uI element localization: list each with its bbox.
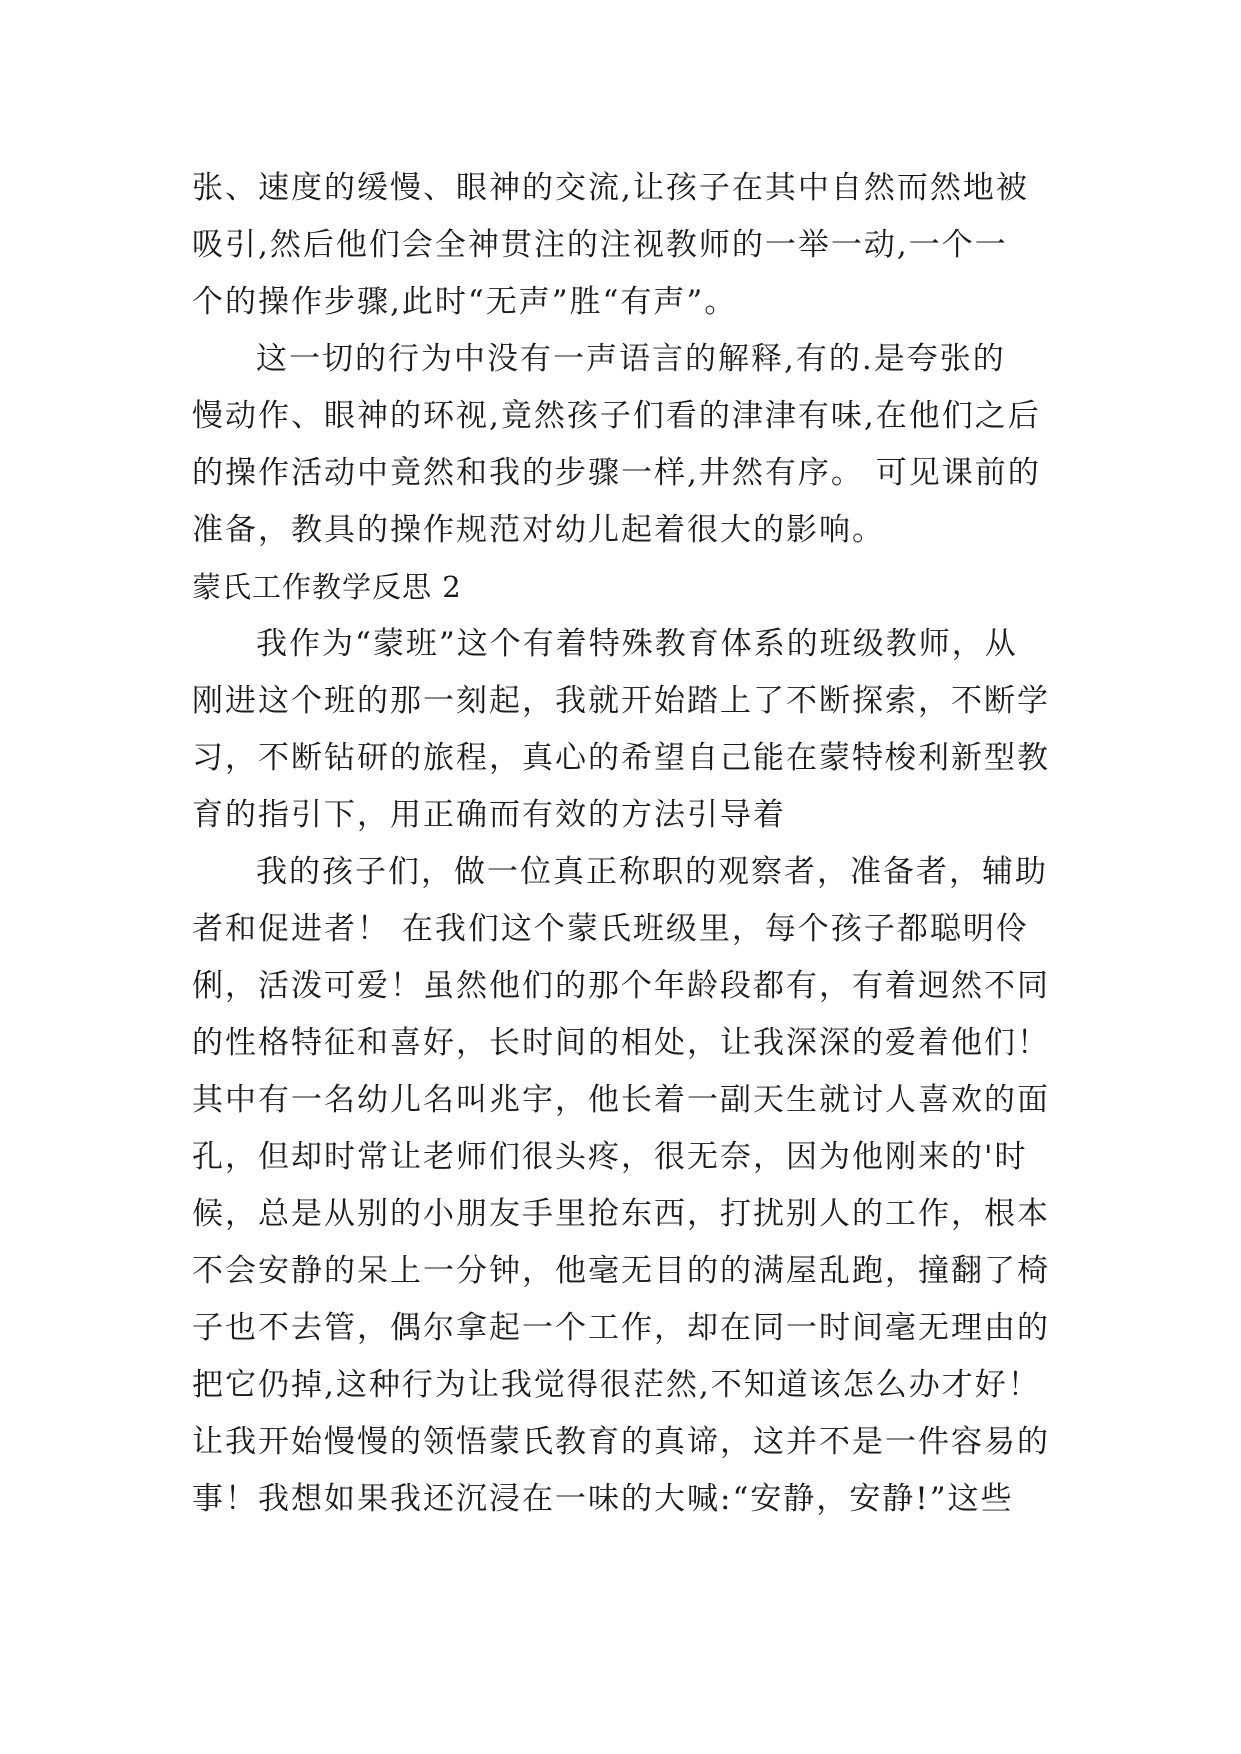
text-line: 俐，活泼可爱！虽然他们的那个年龄段都有，有着迥然不同 [192, 968, 1050, 1004]
text-line: 把它仍掉,这种行为让我觉得很茫然,不知道该怎么办才好！ [192, 1367, 1041, 1403]
document-body [192, 160, 1072, 1528]
text-line: 让我开始慢慢的领悟蒙氏教育的真谛，这并不是一件容易的 [192, 1424, 1050, 1460]
text-line: 准备，教具的操作规范对幼儿起着很大的影响。 [192, 512, 885, 548]
text-line: 不会安静的呆上一分钟，他毫无目的的满屋乱跑，撞翻了椅 [192, 1253, 1050, 1289]
text-line: 吸引,然后他们会全神贯注的注视教师的一举一动,一个一 [192, 227, 1008, 263]
paragraph-first-line: 我作为“蒙班”这个有着特殊教育体系的班级教师，从 [256, 626, 1018, 662]
paragraph-first-line: 我的孩子们，做一位真正称职的观察者，准备者，辅助 [256, 854, 1048, 890]
text-line: 其中有一名幼儿名叫兆宇，他长着一副天生就讨人喜欢的面 [192, 1082, 1050, 1118]
text-line: 育的指引下，用正确而有效的方法引导着 [192, 797, 786, 833]
text-line: 者和促进者！ 在我们这个蒙氏班级里，每个孩子都聪明伶 [192, 911, 1029, 947]
text-line: 候，总是从别的小朋友手里抢东西，打扰别人的工作，根本 [192, 1196, 1050, 1232]
text-line: 的性格特征和喜好，长时间的相处，让我深深的爱着他们！ [192, 1025, 1050, 1061]
text-line: 子也不去管，偶尔拿起一个工作，却在同一时间毫无理由的 [192, 1310, 1050, 1346]
text-line: 刚进这个班的那一刻起，我就开始踏上了不断探索，不断学 [192, 683, 1050, 719]
paragraph-first-line: 这一切的行为中没有一声语言的解释,有的.是夸张的 [256, 341, 1006, 377]
section-heading: 蒙氏工作教学反思 2 [192, 570, 462, 604]
text-line: 张、速度的缓慢、眼神的交流,让孩子在其中自然而然地被 [192, 170, 1029, 206]
text-line: 习，不断钻研的旅程，真心的希望自己能在蒙特梭利新型教 [192, 740, 1050, 776]
text-line: 事！我想如果我还沉浸在一味的大喊:“安静，安静!”这些 [192, 1481, 1014, 1517]
text-line: 孔，但却时常让老师们很头疼，很无奈，因为他刚来的'时 [192, 1139, 1028, 1175]
text-line: 个的操作步骤,此时“无声”胜“有声”。 [192, 284, 738, 320]
text-line: 慢动作、眼神的环视,竟然孩子们看的津津有味,在他们之后 [192, 398, 1041, 434]
text-line: 的操作活动中竟然和我的步骤一样,井然有序。 可见课前的 [192, 455, 1041, 491]
